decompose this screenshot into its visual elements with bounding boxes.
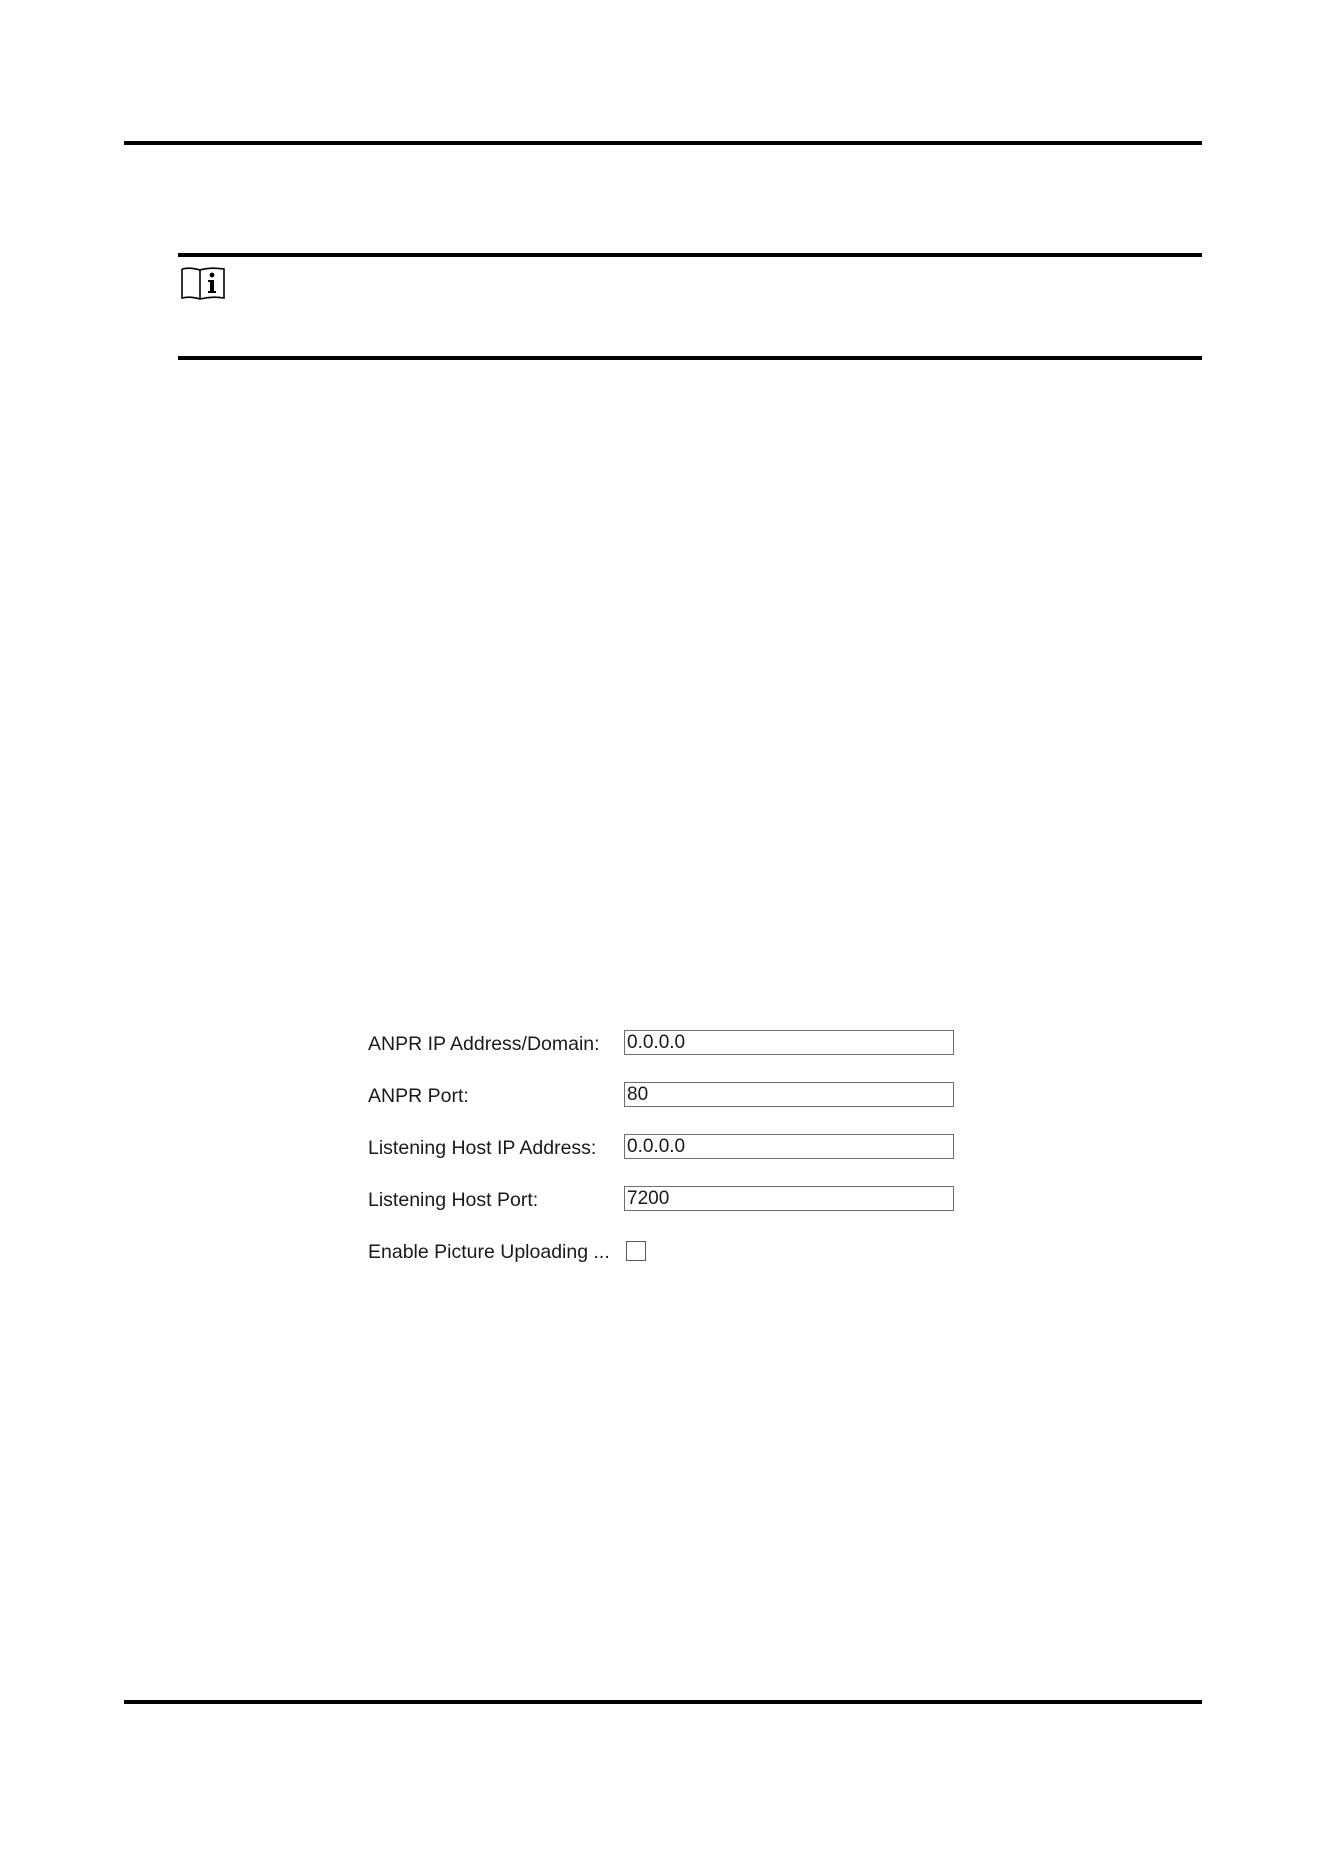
listening-host-port-row	[368, 1186, 968, 1214]
note-bottom-rule	[178, 356, 1202, 360]
footer-rule	[124, 1700, 1202, 1704]
anpr-port-row	[368, 1082, 968, 1110]
listening-host-ip-row	[368, 1134, 968, 1162]
listening-host-ip-input[interactable]	[624, 1134, 954, 1159]
enable-picture-uploading-label: Enable Picture Uploading ...	[368, 1241, 610, 1263]
note-top-rule	[178, 253, 1202, 257]
note-info-icon	[180, 266, 226, 302]
anpr-ip-row	[368, 1030, 968, 1058]
header-rule	[124, 141, 1202, 145]
listening-host-port-input[interactable]	[624, 1186, 954, 1211]
enable-picture-uploading-checkbox[interactable]	[626, 1241, 646, 1261]
enable-picture-uploading-row	[368, 1238, 968, 1266]
anpr-port-label: ANPR Port:	[368, 1085, 469, 1107]
listening-host-ip-label: Listening Host IP Address:	[368, 1137, 597, 1159]
anpr-ip-input[interactable]	[624, 1030, 954, 1055]
anpr-ip-label: ANPR IP Address/Domain:	[368, 1033, 600, 1055]
listening-host-port-label: Listening Host Port:	[368, 1189, 539, 1211]
anpr-port-input[interactable]	[624, 1082, 954, 1107]
